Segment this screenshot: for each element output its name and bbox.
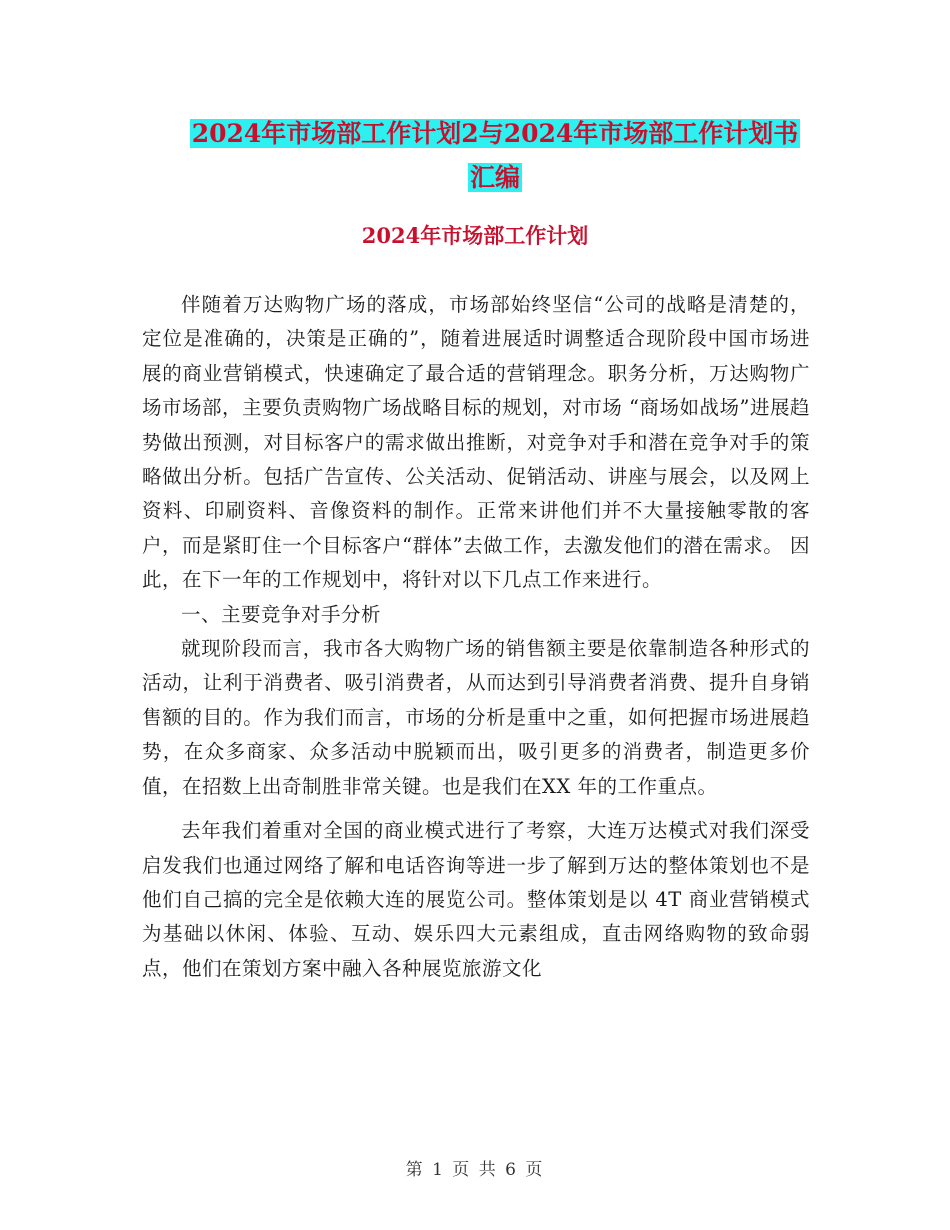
paragraph-intro: 伴随着万达购物广场的落成，市场部始终坚信“公司的战略是清楚的，定位是准确的，决策是正确的”，随着进展适时调整适合现阶段中国市场进展的商业营销模式，快速确定了最合适的营销理念。职务分析，万达购物广场市场部，主要负责购物广场战略目标的规划，对市场 “商场如战场”进展趋势做出预测，对目标客户的需求做出推断，对竞争对手和潜在竞争对手的策略做出分析。包括广告宣传、公关活动、促销活动、讲座与展会，以及网上资料、印刷资料、音像资料的制作。正常来讲他们并不大量接触零散的客户，而是紧盯住一个目标客户“群体”去做工作，去激发他们的潜在需求。 因此，在下一年的工作规划中，将针对以下几点工作来进行。 [142, 293, 810, 592]
document-title-line2: 汇编 [469, 163, 520, 192]
paragraph-last-year: 去年我们着重对全国的商业模式进行了考察，大连万达模式对我们深受启发我们也通过网络了解和电话咨询等进一步了解到万达的整体策划也不是他们自己搞的完全是依赖大连的展览公司。整体策划是以 4T 商业营销模式为基础以休闲、体验、互动、娱乐四大元素组成，直击网络购物的致命弱点，他们在策划方案中融入各种展览旅游文化 [142, 819, 810, 980]
body-text [142, 288, 810, 986]
document-title-line1: 2024年市场部工作计划2与2024年市场部工作计划书 [191, 119, 799, 148]
section-title: 2024年市场部工作计划 [361, 223, 589, 248]
page-footer: 第 1 页 共 6 页 [405, 1160, 545, 1180]
paragraph-current-stage: 就现阶段而言，我市各大购物广场的销售额主要是依靠制造各种形式的活动，让利于消费者、吸引消费者，从而达到引导消费者消费、提升自身销售额的目的。作为我们而言，市场的分析是重中之重，如何把握市场进展趋势，在众多商家、众多活动中脱颖而出，吸引更多的消费者，制造更多价值，在招数上出奇制胜非常关键。也是我们在XX 年的工作重点。 [142, 637, 810, 798]
document-title [130, 112, 860, 200]
heading-competitor-analysis: 一、主要竞争对手分析 [181, 602, 382, 626]
